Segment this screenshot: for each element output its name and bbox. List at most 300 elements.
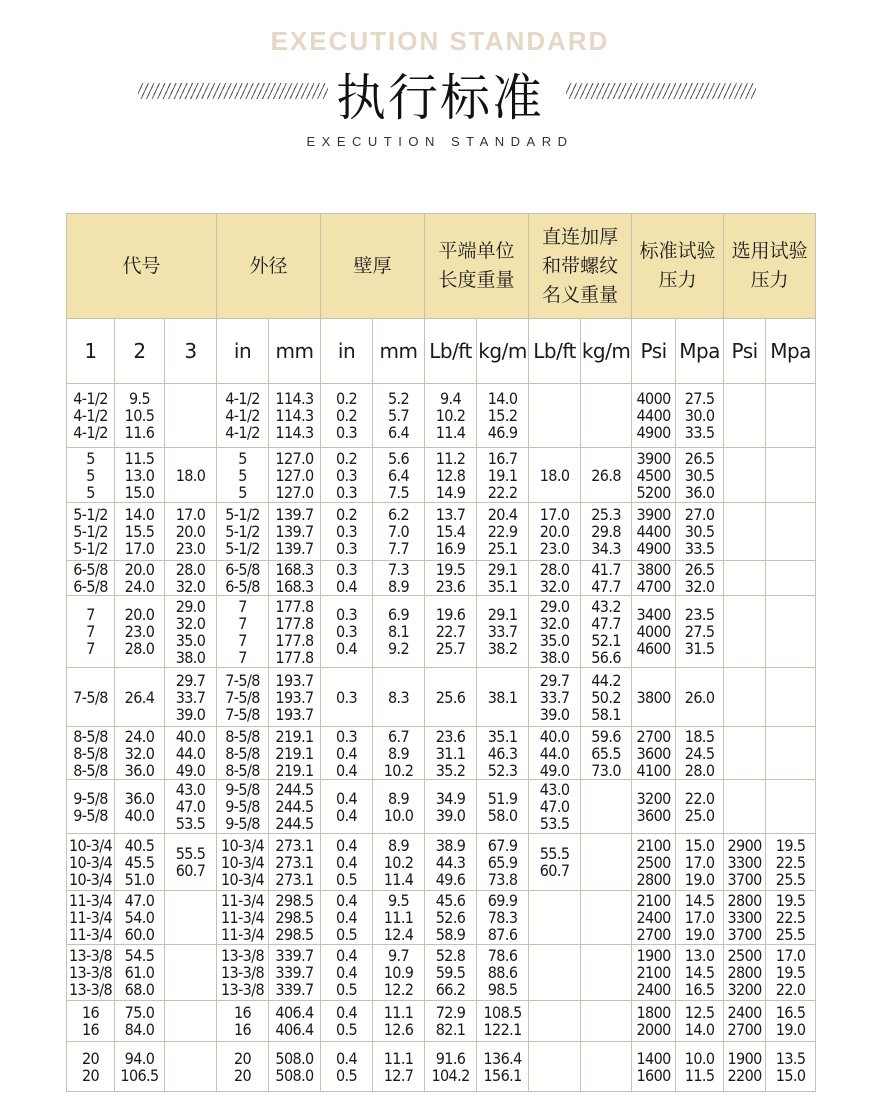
cell-value: 3700 <box>727 869 762 889</box>
cell-value: 13-3/8 <box>220 946 265 965</box>
cell-value: 34.3 <box>591 539 621 558</box>
cell-value: 59.5 <box>435 963 466 982</box>
cell-value: 10-3/4 <box>220 852 265 872</box>
english-title: EXECUTION STANDARD <box>270 26 610 56</box>
cell-value: 6.9 <box>387 605 410 624</box>
cell-value: 0.4 <box>335 852 358 872</box>
table-cell <box>477 561 529 596</box>
cell-value: 39.0 <box>175 704 206 724</box>
cell-value: 114.3 <box>275 423 314 442</box>
cell-value: 10-3/4 <box>220 869 265 889</box>
column-header: Psi <box>632 319 676 384</box>
cell-value: 2200 <box>727 1065 762 1085</box>
column-header: in <box>217 319 269 384</box>
cell-value: 5-1/2 <box>73 539 108 558</box>
cell-value: 108.5 <box>483 1003 522 1022</box>
cell-value: 3700 <box>727 925 762 944</box>
table-cell <box>676 503 724 561</box>
cell-value: 298.5 <box>275 925 314 944</box>
cell-value: 26.4 <box>124 687 155 707</box>
table-cell <box>373 384 425 448</box>
cell-value: 31.1 <box>435 743 466 763</box>
cell-value: 20.0 <box>124 560 155 579</box>
cell-value: 13-3/8 <box>68 946 113 965</box>
cell-value: 2700 <box>636 925 671 944</box>
cell-value: 193.7 <box>275 704 314 724</box>
cell-value: 298.5 <box>275 908 314 927</box>
cell-value: 2800 <box>727 891 762 910</box>
cell-value: 10.0 <box>383 805 414 825</box>
cell-value: 0.4 <box>335 963 358 982</box>
cell-value: 54.5 <box>124 946 155 965</box>
cell-value: 49.6 <box>435 869 466 889</box>
table-cell <box>632 596 676 668</box>
table-cell <box>766 561 816 596</box>
table-cell <box>581 668 632 727</box>
cell-value: 8.9 <box>387 577 410 596</box>
cell-value: 3400 <box>636 605 671 624</box>
cell-value: 31.5 <box>684 639 715 658</box>
table-cell <box>724 668 766 727</box>
table-row <box>67 834 816 891</box>
cell-value: 44.0 <box>539 743 570 763</box>
table-cell <box>581 596 632 668</box>
cell-value: 4900 <box>636 539 671 558</box>
cell-value: 7.7 <box>387 539 410 558</box>
table-cell <box>477 448 529 503</box>
table-cell <box>165 561 217 596</box>
table-row <box>67 780 816 834</box>
cell-value: 78.6 <box>487 946 518 965</box>
table-cell <box>373 891 425 945</box>
cell-value: 20 <box>81 1048 100 1068</box>
cell-value: 4900 <box>636 423 671 442</box>
cell-value: 35.2 <box>435 760 466 780</box>
table-cell <box>724 448 766 503</box>
cell-value: 4-1/2 <box>225 423 260 442</box>
cell-value: 127.0 <box>275 465 314 485</box>
cell-value: 9.5 <box>128 389 151 408</box>
cell-value: 25.7 <box>435 639 466 658</box>
table-cell <box>581 891 632 945</box>
cell-value: 15.2 <box>487 406 518 425</box>
cell-value: 14.0 <box>684 1020 715 1039</box>
group-header <box>425 214 529 319</box>
cell-value: 33.5 <box>684 539 715 558</box>
cell-value: 29.0 <box>175 596 206 616</box>
table-cell <box>165 596 217 668</box>
cell-value: 19.6 <box>435 605 466 624</box>
table-cell <box>632 891 676 945</box>
table-cell <box>165 448 217 503</box>
cell-value: 32.0 <box>684 577 715 596</box>
table-cell <box>632 727 676 780</box>
table-cell <box>724 780 766 834</box>
cell-value: 58.0 <box>487 805 518 825</box>
cell-value: 15.0 <box>775 1065 806 1085</box>
table-row <box>67 1001 816 1042</box>
table-cell <box>676 945 724 1001</box>
cell-value: 20.0 <box>124 605 155 624</box>
cell-value: 5-1/2 <box>73 505 108 524</box>
chinese-title: 执行标准 <box>336 69 544 127</box>
table-cell <box>766 503 816 561</box>
table-cell <box>477 668 529 727</box>
cell-value: 8-5/8 <box>73 726 108 746</box>
table-row <box>67 448 816 503</box>
cell-value: 26.0 <box>684 687 715 707</box>
cell-value: 15.0 <box>124 482 155 502</box>
table-cell <box>724 945 766 1001</box>
cell-value: 15.0 <box>684 835 715 855</box>
cell-value: 244.5 <box>275 797 314 816</box>
cell-value: 29.7 <box>175 670 206 690</box>
cell-value: 12.7 <box>383 1065 414 1085</box>
cell-value: 16 <box>233 1003 252 1022</box>
table-cell <box>321 596 373 668</box>
cell-value: 3300 <box>727 852 762 872</box>
cell-value: 11.2 <box>435 448 466 468</box>
table-cell <box>217 596 269 668</box>
table-cell <box>676 561 724 596</box>
column-header: 1 <box>67 319 115 384</box>
table-cell <box>217 503 269 561</box>
table-cell <box>581 834 632 891</box>
cell-value: 7 <box>86 622 95 641</box>
table-body <box>67 384 816 1092</box>
cell-value: 32.0 <box>175 613 206 633</box>
cell-value: 244.5 <box>275 814 314 833</box>
table-cell <box>425 668 477 727</box>
cell-value: 52.6 <box>435 908 466 927</box>
cell-value: 38.2 <box>487 639 518 658</box>
cell-value: 52.3 <box>487 760 518 780</box>
cell-value: 60.0 <box>124 925 155 944</box>
table-cell <box>321 1042 373 1092</box>
table-cell <box>477 384 529 448</box>
cell-value: 2800 <box>727 963 762 982</box>
cell-value: 4-1/2 <box>73 406 108 425</box>
table-cell <box>724 503 766 561</box>
cell-value: 339.7 <box>275 946 314 965</box>
cell-value: 2900 <box>727 835 762 855</box>
group-header-row <box>67 214 816 319</box>
table-cell <box>269 668 321 727</box>
table-cell <box>425 1001 477 1042</box>
cell-value: 44.0 <box>175 743 206 763</box>
cell-value: 1900 <box>636 946 671 965</box>
group-header-line: 壁厚 <box>353 254 392 277</box>
table-cell <box>217 945 269 1001</box>
cell-value: 35.1 <box>487 726 518 746</box>
table-cell <box>269 780 321 834</box>
cell-value: 2000 <box>636 1020 671 1039</box>
cell-value: 60.7 <box>175 861 206 880</box>
cell-value: 51.9 <box>487 788 518 808</box>
table-cell <box>529 727 581 780</box>
cell-value: 0.4 <box>335 639 358 658</box>
cell-value: 0.4 <box>335 805 358 825</box>
cell-value: 6-5/8 <box>225 577 260 596</box>
table-cell <box>115 1001 165 1042</box>
cell-value: 0.3 <box>335 423 358 442</box>
cell-value: 27.0 <box>684 505 715 524</box>
table-cell <box>67 727 115 780</box>
cell-value: 0.4 <box>335 577 358 596</box>
cell-value: 24.5 <box>684 743 715 763</box>
cell-value: 13-3/8 <box>68 963 113 982</box>
cell-value: 219.1 <box>275 726 314 746</box>
table-cell <box>581 780 632 834</box>
cell-value: 0.2 <box>335 505 358 524</box>
cell-value: 18.0 <box>539 465 570 485</box>
cell-value: 20.4 <box>487 505 518 524</box>
cell-value: 56.6 <box>591 647 621 667</box>
cell-value: 8.9 <box>387 743 410 763</box>
cell-value: 12.4 <box>383 925 414 944</box>
table-cell <box>724 891 766 945</box>
table-cell <box>477 1001 529 1042</box>
cell-value: 32.0 <box>539 613 570 633</box>
cell-value: 2500 <box>636 852 671 872</box>
cell-value: 22.2 <box>487 482 518 502</box>
cell-value: 82.1 <box>435 1020 466 1039</box>
cell-value: 28.0 <box>175 560 206 579</box>
cell-value: 7-5/8 <box>225 704 260 724</box>
table-cell <box>321 384 373 448</box>
cell-value: 139.7 <box>275 539 314 558</box>
cell-value: 6.2 <box>387 505 410 524</box>
group-header-line: 长度重量 <box>438 269 515 291</box>
cell-value: 127.0 <box>275 482 314 502</box>
table-cell <box>321 945 373 1001</box>
table-cell <box>165 727 217 780</box>
cell-value: 0.3 <box>335 522 358 541</box>
table-cell <box>425 503 477 561</box>
table-cell <box>165 668 217 727</box>
table-cell <box>269 727 321 780</box>
cell-value: 32.0 <box>124 743 155 763</box>
cell-value: 9.4 <box>440 389 462 408</box>
group-header-line: 外径 <box>249 254 288 277</box>
table-cell <box>373 780 425 834</box>
cell-value: 13-3/8 <box>220 963 265 982</box>
cell-value: 9-5/8 <box>225 780 260 799</box>
cell-value: 0.5 <box>335 1065 358 1085</box>
cell-value: 1400 <box>636 1048 671 1068</box>
column-header: mm <box>373 319 425 384</box>
table-cell <box>425 596 477 668</box>
table-cell <box>632 780 676 834</box>
sub-header-row <box>67 319 816 384</box>
table-cell <box>632 1042 676 1092</box>
cell-value: 339.7 <box>275 980 314 999</box>
table-cell <box>217 561 269 596</box>
cell-value: 8-5/8 <box>225 760 260 780</box>
cell-value: 6-5/8 <box>73 577 108 596</box>
cell-value: 0.4 <box>335 835 358 855</box>
table-cell <box>67 503 115 561</box>
table-cell <box>165 1042 217 1092</box>
cell-value: 2700 <box>636 726 671 746</box>
cell-value: 49.0 <box>175 760 206 780</box>
table-cell <box>269 834 321 891</box>
table-cell <box>477 891 529 945</box>
cell-value: 45.5 <box>124 852 155 872</box>
table-cell <box>321 780 373 834</box>
table-cell <box>67 1042 115 1092</box>
table-cell <box>529 1001 581 1042</box>
cell-value: 38.1 <box>487 687 518 707</box>
cell-value: 24.0 <box>124 726 155 746</box>
table-cell <box>632 945 676 1001</box>
cell-value: 10-3/4 <box>68 869 113 889</box>
cell-value: 10-3/4 <box>220 835 265 855</box>
table-cell <box>165 503 217 561</box>
cell-value: 0.3 <box>335 465 358 485</box>
table-cell <box>581 1001 632 1042</box>
table-cell <box>67 384 115 448</box>
cell-value: 0.4 <box>335 908 358 927</box>
table-cell <box>115 727 165 780</box>
cell-value: 46.9 <box>487 423 518 442</box>
cell-value: 67.9 <box>487 835 518 855</box>
cell-value: 136.4 <box>483 1048 522 1068</box>
cell-value: 16.9 <box>435 539 466 558</box>
cell-value: 8.3 <box>387 687 410 707</box>
table-cell <box>373 448 425 503</box>
cell-value: 2700 <box>727 1020 762 1039</box>
table-row <box>67 384 816 448</box>
cell-value: 47.7 <box>591 577 621 596</box>
cell-value: 6.7 <box>387 726 410 746</box>
cell-value: 7 <box>238 613 247 633</box>
table-cell <box>676 780 724 834</box>
cell-value: 7-5/8 <box>225 687 260 707</box>
table-row <box>67 945 816 1001</box>
cell-value: 39.0 <box>435 805 466 825</box>
table-cell <box>581 448 632 503</box>
cell-value: 20 <box>233 1065 252 1085</box>
cell-value: 6-5/8 <box>225 560 260 579</box>
cell-value: 4600 <box>636 639 671 658</box>
table-cell <box>724 1042 766 1092</box>
cell-value: 43.2 <box>591 596 621 616</box>
table-cell <box>676 1001 724 1042</box>
table-cell <box>373 834 425 891</box>
table-cell <box>373 727 425 780</box>
table-cell <box>115 384 165 448</box>
cell-value: 2100 <box>636 835 671 855</box>
table-cell <box>217 891 269 945</box>
cell-value: 34.9 <box>435 788 466 808</box>
cell-value: 30.0 <box>684 406 715 425</box>
table-cell <box>632 561 676 596</box>
cell-value: 19.0 <box>684 925 715 944</box>
table-cell <box>766 834 816 891</box>
table-cell <box>217 448 269 503</box>
cell-value: 22.7 <box>435 622 466 641</box>
table-cell <box>477 503 529 561</box>
cell-value: 139.7 <box>275 522 314 541</box>
cell-value: 19.0 <box>775 1020 806 1039</box>
table-cell <box>676 727 724 780</box>
cell-value: 127.0 <box>275 448 314 468</box>
cell-value: 20 <box>81 1065 100 1085</box>
cell-value: 47.0 <box>124 891 155 910</box>
table-cell <box>477 1042 529 1092</box>
cell-value: 4700 <box>636 577 671 596</box>
cell-value: 0.3 <box>335 605 358 624</box>
table-cell <box>425 384 477 448</box>
group-header <box>67 214 217 319</box>
cell-value: 9-5/8 <box>73 788 108 808</box>
cell-value: 16.5 <box>775 1003 806 1022</box>
cell-value: 177.8 <box>275 613 314 633</box>
cell-value: 16 <box>81 1020 100 1039</box>
cell-value: 60.7 <box>539 861 570 880</box>
cell-value: 58.9 <box>435 925 466 944</box>
cell-value: 32.0 <box>539 577 570 596</box>
cell-value: 66.2 <box>435 980 466 999</box>
cell-value: 3600 <box>636 805 671 825</box>
cell-value: 9.7 <box>387 946 410 965</box>
cell-value: 47.0 <box>175 797 206 816</box>
table-cell <box>529 561 581 596</box>
table-cell <box>676 384 724 448</box>
table-cell <box>676 891 724 945</box>
table-cell <box>529 596 581 668</box>
group-header <box>217 214 321 319</box>
cell-value: 10.0 <box>684 1048 715 1068</box>
cell-value: 16 <box>81 1003 100 1022</box>
table-cell <box>425 448 477 503</box>
cell-value: 0.2 <box>335 406 358 425</box>
cell-value: 5-1/2 <box>225 539 260 558</box>
cell-value: 4500 <box>636 465 671 485</box>
cell-value: 1600 <box>636 1065 671 1085</box>
cell-value: 40.0 <box>124 805 155 825</box>
cell-value: 7-5/8 <box>225 670 260 690</box>
cell-value: 30.5 <box>684 522 715 541</box>
cell-value: 122.1 <box>483 1020 522 1039</box>
cell-value: 273.1 <box>275 869 314 889</box>
table-cell <box>373 503 425 561</box>
column-header: mm <box>269 319 321 384</box>
cell-value: 91.6 <box>435 1048 466 1068</box>
table-cell <box>676 448 724 503</box>
column-header: Lb/ft <box>425 319 477 384</box>
table-cell <box>676 668 724 727</box>
cell-value: 2400 <box>727 1003 762 1022</box>
cell-value: 9-5/8 <box>73 805 108 825</box>
table-cell <box>425 727 477 780</box>
group-header-line: 压力 <box>750 269 789 291</box>
cell-value: 4400 <box>636 522 671 541</box>
cell-value: 10.2 <box>383 852 414 872</box>
table-cell <box>425 780 477 834</box>
cell-value: 0.3 <box>335 482 358 502</box>
table-cell <box>67 834 115 891</box>
cell-value: 8.9 <box>387 835 410 855</box>
table-cell <box>67 1001 115 1042</box>
cell-value: 8-5/8 <box>225 726 260 746</box>
cell-value: 10.9 <box>383 963 414 982</box>
table-cell <box>67 780 115 834</box>
cell-value: 84.0 <box>124 1020 155 1039</box>
cell-value: 4-1/2 <box>225 406 260 425</box>
cell-value: 44.2 <box>591 670 621 690</box>
